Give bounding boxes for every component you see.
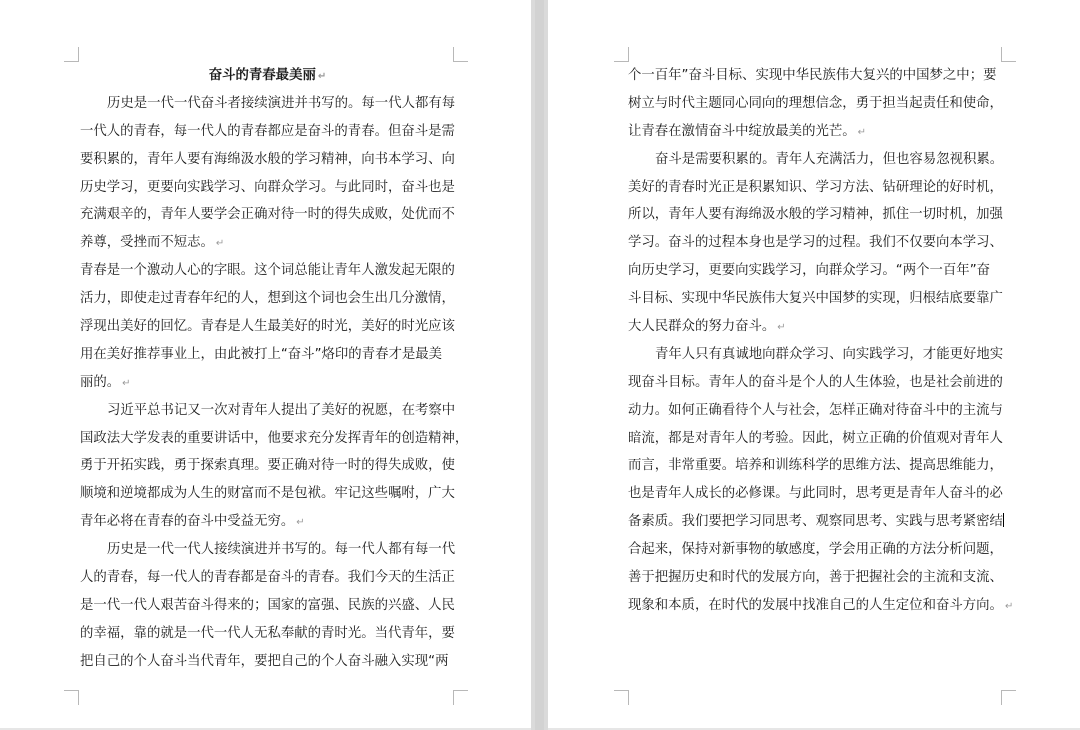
text-line: 勇于开拓实践，勇于探索真理。要正确对待一时的得失成败，使 — [80, 458, 455, 474]
text-line: 向历史学习，更要向实践学习，向群众学习。“两个一百年”奋 — [628, 263, 991, 279]
text-line: 充满艰辛的，青年人要学会正确对待一时的得失成败，处优而不 — [80, 207, 455, 223]
margin-corner-bottom-left — [614, 690, 629, 705]
text-line: 树立与时代主题同心同向的理想信念，勇于担当起责任和使命， — [628, 95, 1003, 111]
text-line: 是一代一代人艰苦奋斗得来的；国家的富强、民族的兴盛、人民 — [80, 597, 455, 613]
text-line: 习近平总书记又一次对青年人提出了美好的祝愿，在考察中 — [107, 402, 456, 418]
text-line: 青春是一个激动人心的字眼。这个词总能让青年人激发起无限的 — [80, 263, 455, 279]
text-line: 国政法大学发表的重要讲话中，他要求充分发挥青年的创造精神， — [80, 430, 469, 446]
text-cursor — [1003, 513, 1004, 527]
text-line: 所以，青年人要有海绵汲水般的学习精神，抓住一切时机，加强 — [628, 207, 1003, 223]
text-line: 让青春在激情奋斗中绽放最美的光芒。 ↵ — [628, 123, 867, 139]
paragraph-mark: ↵ — [317, 71, 327, 82]
text-line: 把自己的个人奋斗当代青年，要把自己的个人奋斗融入实现“两 — [80, 653, 449, 669]
margin-corner-top-left — [64, 47, 79, 62]
text-line: 丽的。 ↵ — [80, 374, 131, 390]
text-line: 也是青年人成长的必修课。与此同时，思考更是青年人奋斗的必 — [628, 486, 1003, 502]
margin-corner-top-right — [453, 47, 468, 62]
text-line: 顺境和逆境都成为人生的财富而不是包袱。牢记这些嘱咐，广大 — [80, 486, 455, 502]
right-page-body[interactable] — [628, 62, 1014, 620]
margin-corner-bottom-right — [453, 690, 468, 705]
document-page-left[interactable] — [0, 0, 531, 728]
left-page-body[interactable] — [80, 62, 469, 676]
text-line: 的幸福，靠的就是一代一代人无私奉献的青时光。当代青年，要 — [80, 625, 455, 641]
text-line: 历史学习，更要向实践学习、向群众学习。与此同时，奋斗也是 — [80, 179, 455, 195]
margin-corner-top-left — [614, 47, 629, 62]
text-line: 大人民群众的努力奋斗。 ↵ — [628, 319, 786, 335]
margin-corner-top-right — [1001, 47, 1016, 62]
document-page-right[interactable] — [548, 0, 1080, 728]
text-line: 养尊，受挫而不短志。 ↵ — [80, 235, 225, 251]
margin-corner-bottom-right — [1001, 690, 1016, 705]
text-line: 斗目标、实现中华民族伟大复兴中国梦的实现，归根结底要靠广 — [628, 291, 1003, 307]
text-line: 青年人只有真诚地向群众学习、向实践学习，才能更好地实 — [655, 346, 1004, 362]
paragraph-mark: ↵ — [1004, 600, 1014, 612]
paragraph-mark: ↵ — [215, 238, 225, 250]
text-line: 历史是一代一代人接续演进并书写的。每一代人都有每一代 — [107, 542, 456, 558]
margin-corner-bottom-left — [64, 690, 79, 705]
text-line: 而言，非常重要。培养和训练科学的思维方法、提高思维能力， — [628, 458, 1003, 474]
text-line: 一代人的青春，每一代人的青春都应是奋斗的青春。但奋斗是需 — [80, 123, 455, 139]
text-line: 个一百年”奋斗目标、实现中华民族伟大复兴的中国梦之中；要 — [628, 68, 997, 83]
text-line: 美好的青春时光正是积累知识、学习方法、钻研理论的好时机， — [628, 179, 1003, 195]
text-line: 学习。奋斗的过程本身也是学习的过程。我们不仅要向本学习、 — [628, 235, 1003, 251]
text-line: 合起来，保持对新事物的敏感度，学会用正确的方法分析问题， — [628, 542, 1003, 558]
text-line: 现象和本质，在时代的发展中找准自己的人生定位和奋斗方向。 ↵ — [628, 597, 1014, 613]
text-line: 备素质。我们要把学习同思考、观察同思考、实践与思考紧密结 — [628, 514, 1003, 530]
text-line: 暗流，都是对青年人的考验。因此，树立正确的价值观对青年人 — [628, 430, 1003, 446]
text-line: 人的青春，每一代人的青春都是奋斗的青春。我们今天的生活正 — [80, 570, 455, 586]
paragraph-mark: ↵ — [122, 377, 131, 389]
page-gap-shadow — [535, 0, 544, 730]
text-line: 现奋斗目标。青年人的奋斗是个人的人生体验，也是社会前进的 — [628, 374, 1003, 390]
text-line: 历史是一代一代奋斗者接续演进并书写的。每一代人都有每 — [107, 95, 456, 111]
text-line: 青年必将在青春的奋斗中受益无穷。 ↵ — [80, 514, 305, 530]
paragraph-mark: ↵ — [857, 126, 867, 138]
text-line: 浮现出美好的回忆。青春是人生最美好的时光，美好的时光应该 — [80, 319, 455, 335]
text-line: 活力，即使走过青春年纪的人，想到这个词也会生出几分激情， — [80, 291, 455, 307]
text-line: 用在美好推荐事业上，由此被打上“奋斗”烙印的青春才是最美 — [80, 346, 443, 362]
paragraph-mark: ↵ — [296, 517, 305, 529]
document-title: 奋斗的青春最美丽 ↵ — [208, 68, 327, 83]
text-line: 动力。如何正确看待个人与社会，怎样正确对待奋斗中的主流与 — [628, 402, 1003, 418]
text-line: 善于把握历史和时代的发展方向，善于把握社会的主流和支流、 — [628, 570, 1003, 586]
text-line: 要积累的，青年人要有海绵汲水般的学习精神，向书本学习、向 — [80, 151, 455, 167]
paragraph-mark: ↵ — [777, 322, 786, 334]
text-line: 奋斗是需要积累的。青年人充满活力，但也容易忽视积累。 — [655, 151, 1004, 167]
